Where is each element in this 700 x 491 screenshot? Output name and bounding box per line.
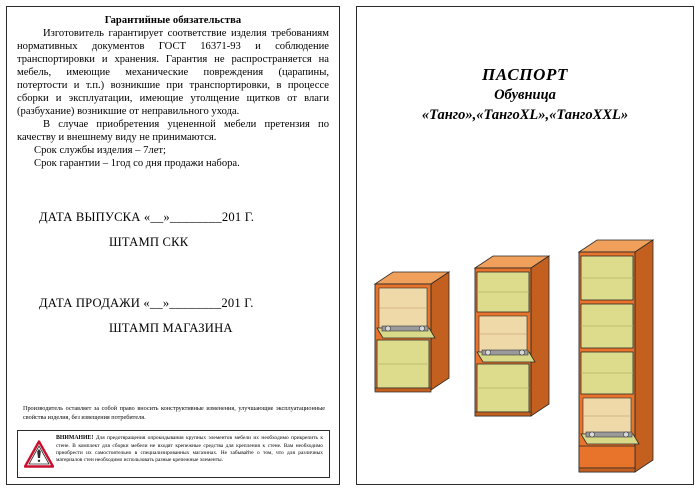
warning-triangle-icon bbox=[22, 434, 56, 474]
warranty-title: Гарантийные обязательства bbox=[104, 15, 242, 26]
passport-subtitle: Обувница bbox=[494, 87, 556, 103]
cabinet-tango-xl bbox=[475, 256, 549, 416]
passport-heading bbox=[357, 65, 693, 124]
warranty-paragraph-1: Изготовитель гарантирует соответствие изделия требованиям нормативных документов ГОСТ 16371-93 и соблюдение транспортировки и хранения. Гарантия не распространяется на мебель, имеющие механические повреждения (царапины, потертости и т.п.) возникшие при транспортировки, в процессе сборки и эксплуатации, имеющие утолщение щитков от влаги (разбухание) возникшие от неправильного ухода. bbox=[17, 28, 329, 118]
manufacturer-disclaimer: Производитель оставляет за собой право вносить конструктивные изменения, улучшающие эксплуатационные свойства изделия, без извещения потребителя. bbox=[23, 405, 325, 421]
shoe-cabinets-illustration bbox=[357, 142, 693, 491]
passport-models: «Танго»,«ТангоXL»,«ТангоXXL» bbox=[421, 107, 629, 123]
warranty-panel bbox=[6, 6, 340, 485]
cabinet-tango-xxl bbox=[579, 240, 653, 472]
service-life-term: Срок службы изделия – 7лет; bbox=[34, 145, 166, 157]
sale-date-field[interactable]: ДАТА ПРОДАЖИ «__»________201 Г. bbox=[39, 296, 254, 311]
passport-title: ПАСПОРТ bbox=[482, 65, 568, 84]
warranty-period-term: Срок гарантии – 1год со дня продажи набора. bbox=[34, 158, 240, 170]
stamp-fields bbox=[17, 210, 329, 336]
warning-box bbox=[17, 430, 330, 478]
skk-stamp-label: ШТАМП СКК bbox=[109, 235, 189, 250]
cabinet-tango bbox=[375, 272, 449, 392]
shop-stamp-label: ШТАМП МАГАЗИНА bbox=[109, 321, 233, 336]
warning-body: Для предотвращения опрокидывания крупных элементов мебели их необходимо прикрепить к стене. В комплект для сборки мебели не входят крепежные средства для крепления к стене. Вам необходимо приобрести их самостоятельно в специализированных магазинах. Не забывайте о том, что для различных материалов стен необходимо использовать разные крепежные элементы. bbox=[56, 435, 323, 464]
warning-label: ВНИМАНИЕ! bbox=[56, 435, 94, 441]
warranty-body bbox=[17, 27, 329, 170]
issue-date-field[interactable]: ДАТА ВЫПУСКА «__»________201 Г. bbox=[39, 210, 255, 225]
passport-panel bbox=[356, 6, 694, 485]
warning-text bbox=[56, 434, 325, 474]
warranty-paragraph-2: В случае приобретения уцененной мебели претензия по качеству и внешнему виду не принимаются. bbox=[17, 119, 329, 144]
